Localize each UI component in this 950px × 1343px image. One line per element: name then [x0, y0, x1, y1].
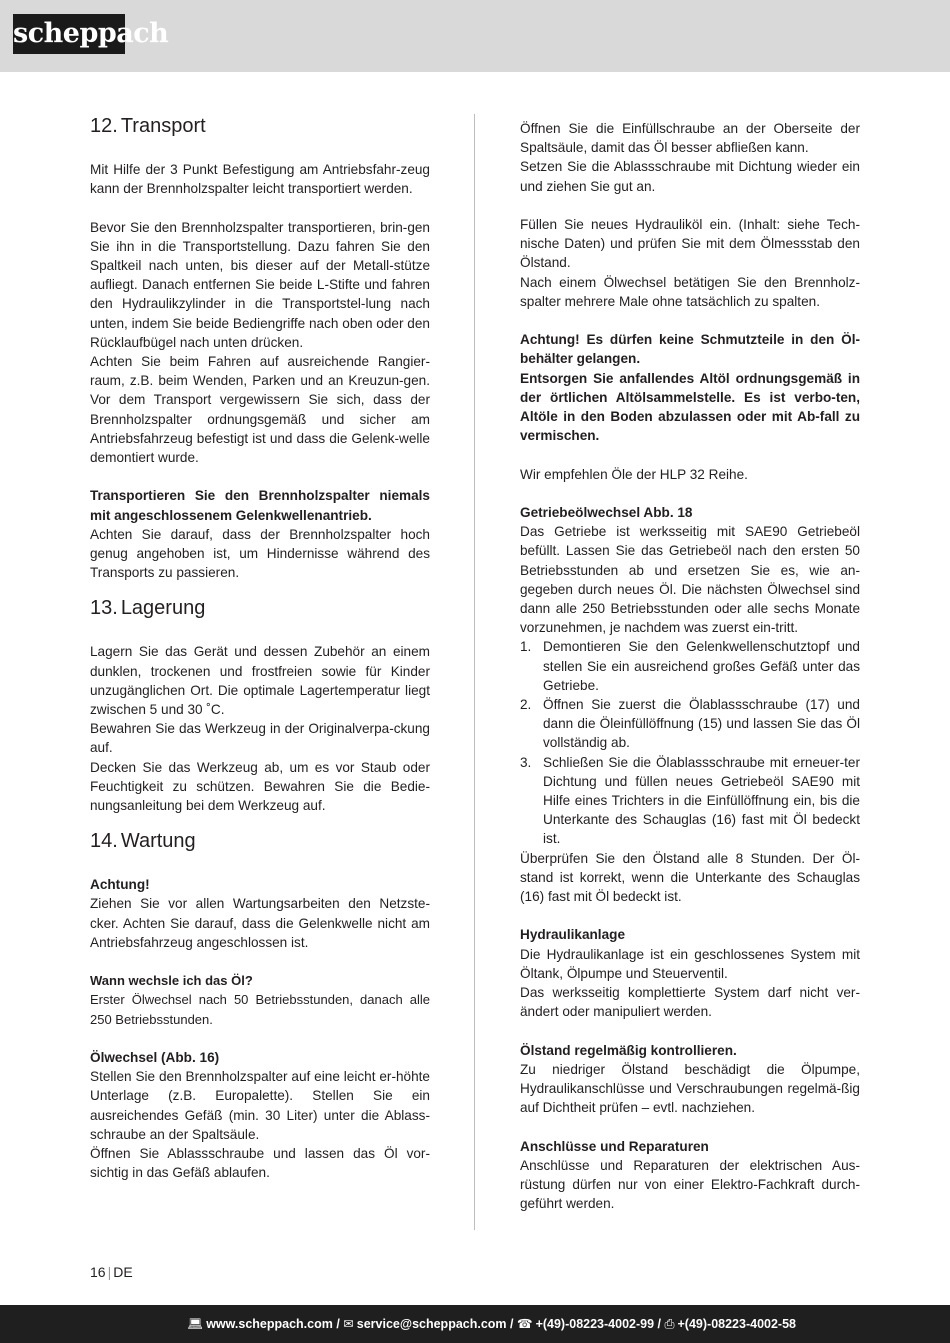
website-link[interactable]: www.scheppach.com / — [206, 1317, 340, 1331]
right-column — [520, 119, 860, 1213]
warning-text: Achtung! Es dürfen keine Schmutzteile in den Öl-behälter gelangen. — [520, 332, 860, 367]
mail-icon: ✉︎ — [343, 1317, 354, 1331]
scheppach-logo: scheppach — [13, 14, 125, 54]
subheading: Hydraulikanlage — [520, 927, 626, 943]
paragraph: Überprüfen Sie den Ölstand alle 8 Stunden. Der Öl-stand ist korrekt, wenn die Unterkante des Schauglas (16) fast mit Öl bedeckt ist. — [520, 850, 860, 905]
paragraph: Anschlüsse und Reparaturen der elektrischen Aus-rüstung dürfen nur von einer Elektro-Fachkraft durch-geführt werden. — [520, 1157, 860, 1212]
paragraph: Decken Sie das Werkzeug ab, um es vor Staub oder Feuchtigkeit zu schützen. Bewahren Sie die Bedie-nungsanleitung bei dem Werkzeug auf. — [90, 759, 430, 814]
subheading: Anschlüsse und Reparaturen — [520, 1138, 709, 1154]
paragraph: Setzen Sie die Ablassschraube mit Dichtung wieder ein und ziehen Sie gut an. — [520, 159, 860, 194]
paragraph: Zu niedriger Ölstand beschädigt die Ölpumpe, Hydraulikanschlüsse und Verschraubungen regelmä-ßig auf Dichtheit prüfen – evtl. nachziehen. — [520, 1061, 860, 1116]
paragraph: Ziehen Sie vor allen Wartungsarbeiten den Netzste-cker. Achten Sie darauf, dass die Gelenkwelle nicht am Antriebsfahrzeug angeschlossen ist. — [90, 896, 430, 950]
paragraph: Das werksseitig komplettierte System darf nicht ver-ändert oder manipuliert werden. — [520, 985, 860, 1020]
subheading: Ölwechsel (Abb. 16) — [90, 1050, 220, 1066]
paragraph: Bewahren Sie das Werkzeug in der Originalverpa-ckung auf. — [90, 721, 430, 756]
warning-text: Transportieren Sie den Brennholzspalter niemals mit angeschlossenem Gelenkwellenantrieb. — [90, 488, 430, 523]
paragraph: Bevor Sie den Brennholzspalter transportieren, brin-gen Sie ihn in die Transportstellung. Dazu fahren Sie den Spaltkeil nach unten, bis dieser auf der Metall-stütze aufliegt. Danach entfernen Sie beide L-Stifte und fahren den Hydraulikzylinder in die Transportstel-lung nach unten, indem Sie beide Bediengriffe nach oben oder den Rücklaufbügel nach unten drücken. — [90, 219, 430, 350]
subheading: Wann wechsle ich das Öl? — [90, 973, 253, 989]
page-number: 16 | DE — [90, 1264, 133, 1280]
left-column — [90, 112, 430, 1182]
paragraph: Öffnen Sie Ablassschraube und lassen das Öl vor-sichtig in das Gefäß ablaufen. — [90, 1146, 430, 1181]
subheading: Ölstand regelmäßig kontrollieren. — [520, 1042, 737, 1058]
list-item: 3. Schließen Sie die Ölablassschraube mit erneuer-ter Dichtung und füllen neues Getriebeöl SAE90 mit Hilfe eines Trichters in die Einfüllöffnung ein, bis die Unterkante des Schauglas (16) fast mit Öl bedeckt ist. — [520, 754, 860, 847]
section-13-heading: 13. Lagerung — [90, 597, 206, 620]
footer-contact-bar — [0, 1305, 950, 1343]
paragraph: Die Hydraulikanlage ist ein geschlossenes System mit Öltank, Ölpumpe und Steuerventil. — [520, 946, 860, 981]
section-12-heading: 12. Transport — [90, 115, 206, 137]
phone-icon: ☎︎ — [516, 1317, 533, 1331]
subheading: Getriebeölwechsel Abb. 18 — [520, 505, 693, 520]
paragraph: Füllen Sie neues Hydrauliköl ein. (Inhalt: siehe Tech-nische Daten) und prüfen Sie mit dem Ölmessstab den Ölstand. — [520, 217, 860, 271]
paragraph: Nach einem Ölwechsel betätigen Sie den Brennholz-spalter mehrere Male ohne tatsächlich zu spalten. — [520, 274, 860, 309]
paragraph: Wir empfehlen Öle der HLP 32 Reihe. — [520, 466, 748, 482]
paragraph: Achten Sie beim Fahren auf ausreichende Rangier-raum, z.B. beim Wenden, Parken und an Kreuzun-gen. Vor dem Transport vergewissern Sie sich, dass der Brennholzspalter ordnungsgemäß und sicher am Antriebsfahrzeug befestigt ist und dass die Gelenk-welle demontiert wurde. — [90, 354, 430, 466]
page-header — [0, 0, 950, 72]
paragraph: Öffnen Sie die Einfüllschraube an der Oberseite der Spaltsäule, damit das Öl besser abfließen kann. — [520, 121, 860, 156]
email-link[interactable]: service@scheppach.com / — [356, 1317, 514, 1331]
column-divider — [474, 114, 475, 1230]
steps-list — [520, 637, 860, 848]
paragraph: Das Getriebe ist werksseitig mit SAE90 Getriebeöl befüllt. Lassen Sie das Getriebeöl nach den ersten 50 Betriebsstunden ab und ersetzen Sie es, wie an-gegeben durch neues Öl. Die nächsten Ölwechsel sind dann alle 250 Betriebsstunden oder alle sechs Monate vorzunehmen, je nachdem was zuerst ein-tritt. — [520, 524, 860, 636]
achtung-label: Achtung! — [90, 877, 150, 893]
section-14-heading: 14. Wartung — [90, 830, 196, 853]
paragraph: Mit Hilfe der 3 Punkt Befestigung am Antriebsfahr-zeug kann der Brennholzspalter leicht transportiert werden. — [90, 162, 430, 197]
paragraph: Lagern Sie das Gerät und dessen Zubehör an einem dunklen, trockenen und frostfreien sowie für Kinder unzugänglichen Ort. Die optimale Lagertemperatur liegt zwischen 5 und 30 ˚C. — [90, 644, 430, 718]
paragraph: Erster Ölwechsel nach 50 Betriebsstunden, danach alle 250 Betriebsstunden. — [90, 992, 430, 1027]
paragraph: Achten Sie darauf, dass der Brennholzspalter hoch genug angehoben ist, um Hindernisse während des Transports zu passieren. — [90, 526, 430, 581]
warning-text: Entsorgen Sie anfallendes Altöl ordnungsgemäß in der örtlichen Altölsammelstelle. Es ist verbo-ten, Altöle in den Boden abzulassen oder mit Ab-fall zu vermischen. — [520, 370, 860, 444]
computer-icon: 💻︎ — [187, 1317, 204, 1331]
phone-number: +(49)-08223-4002-99 / — [535, 1317, 661, 1331]
list-item: 2. Öffnen Sie zuerst die Ölablassschraube (17) und dann die Öleinfüllöffnung (15) und lassen Sie das Öl vollständig ab. — [520, 697, 860, 751]
fax-icon: ⎙ — [664, 1317, 675, 1331]
fax-number: +(49)-08223-4002-58 — [677, 1317, 796, 1331]
paragraph: Stellen Sie den Brennholzspalter auf eine leicht er-höhte Unterlage (z.B. Europalette). Stellen Sie ein ausreichendes Gefäß (min. 30 Liter) unter die Ablass-schraube an der Spaltsäule. — [90, 1069, 430, 1142]
list-item: 1. Demontieren Sie den Gelenkwellenschutztopf und stellen Sie ein ausreichend großes Gefäß unter das Getriebe. — [520, 639, 860, 693]
